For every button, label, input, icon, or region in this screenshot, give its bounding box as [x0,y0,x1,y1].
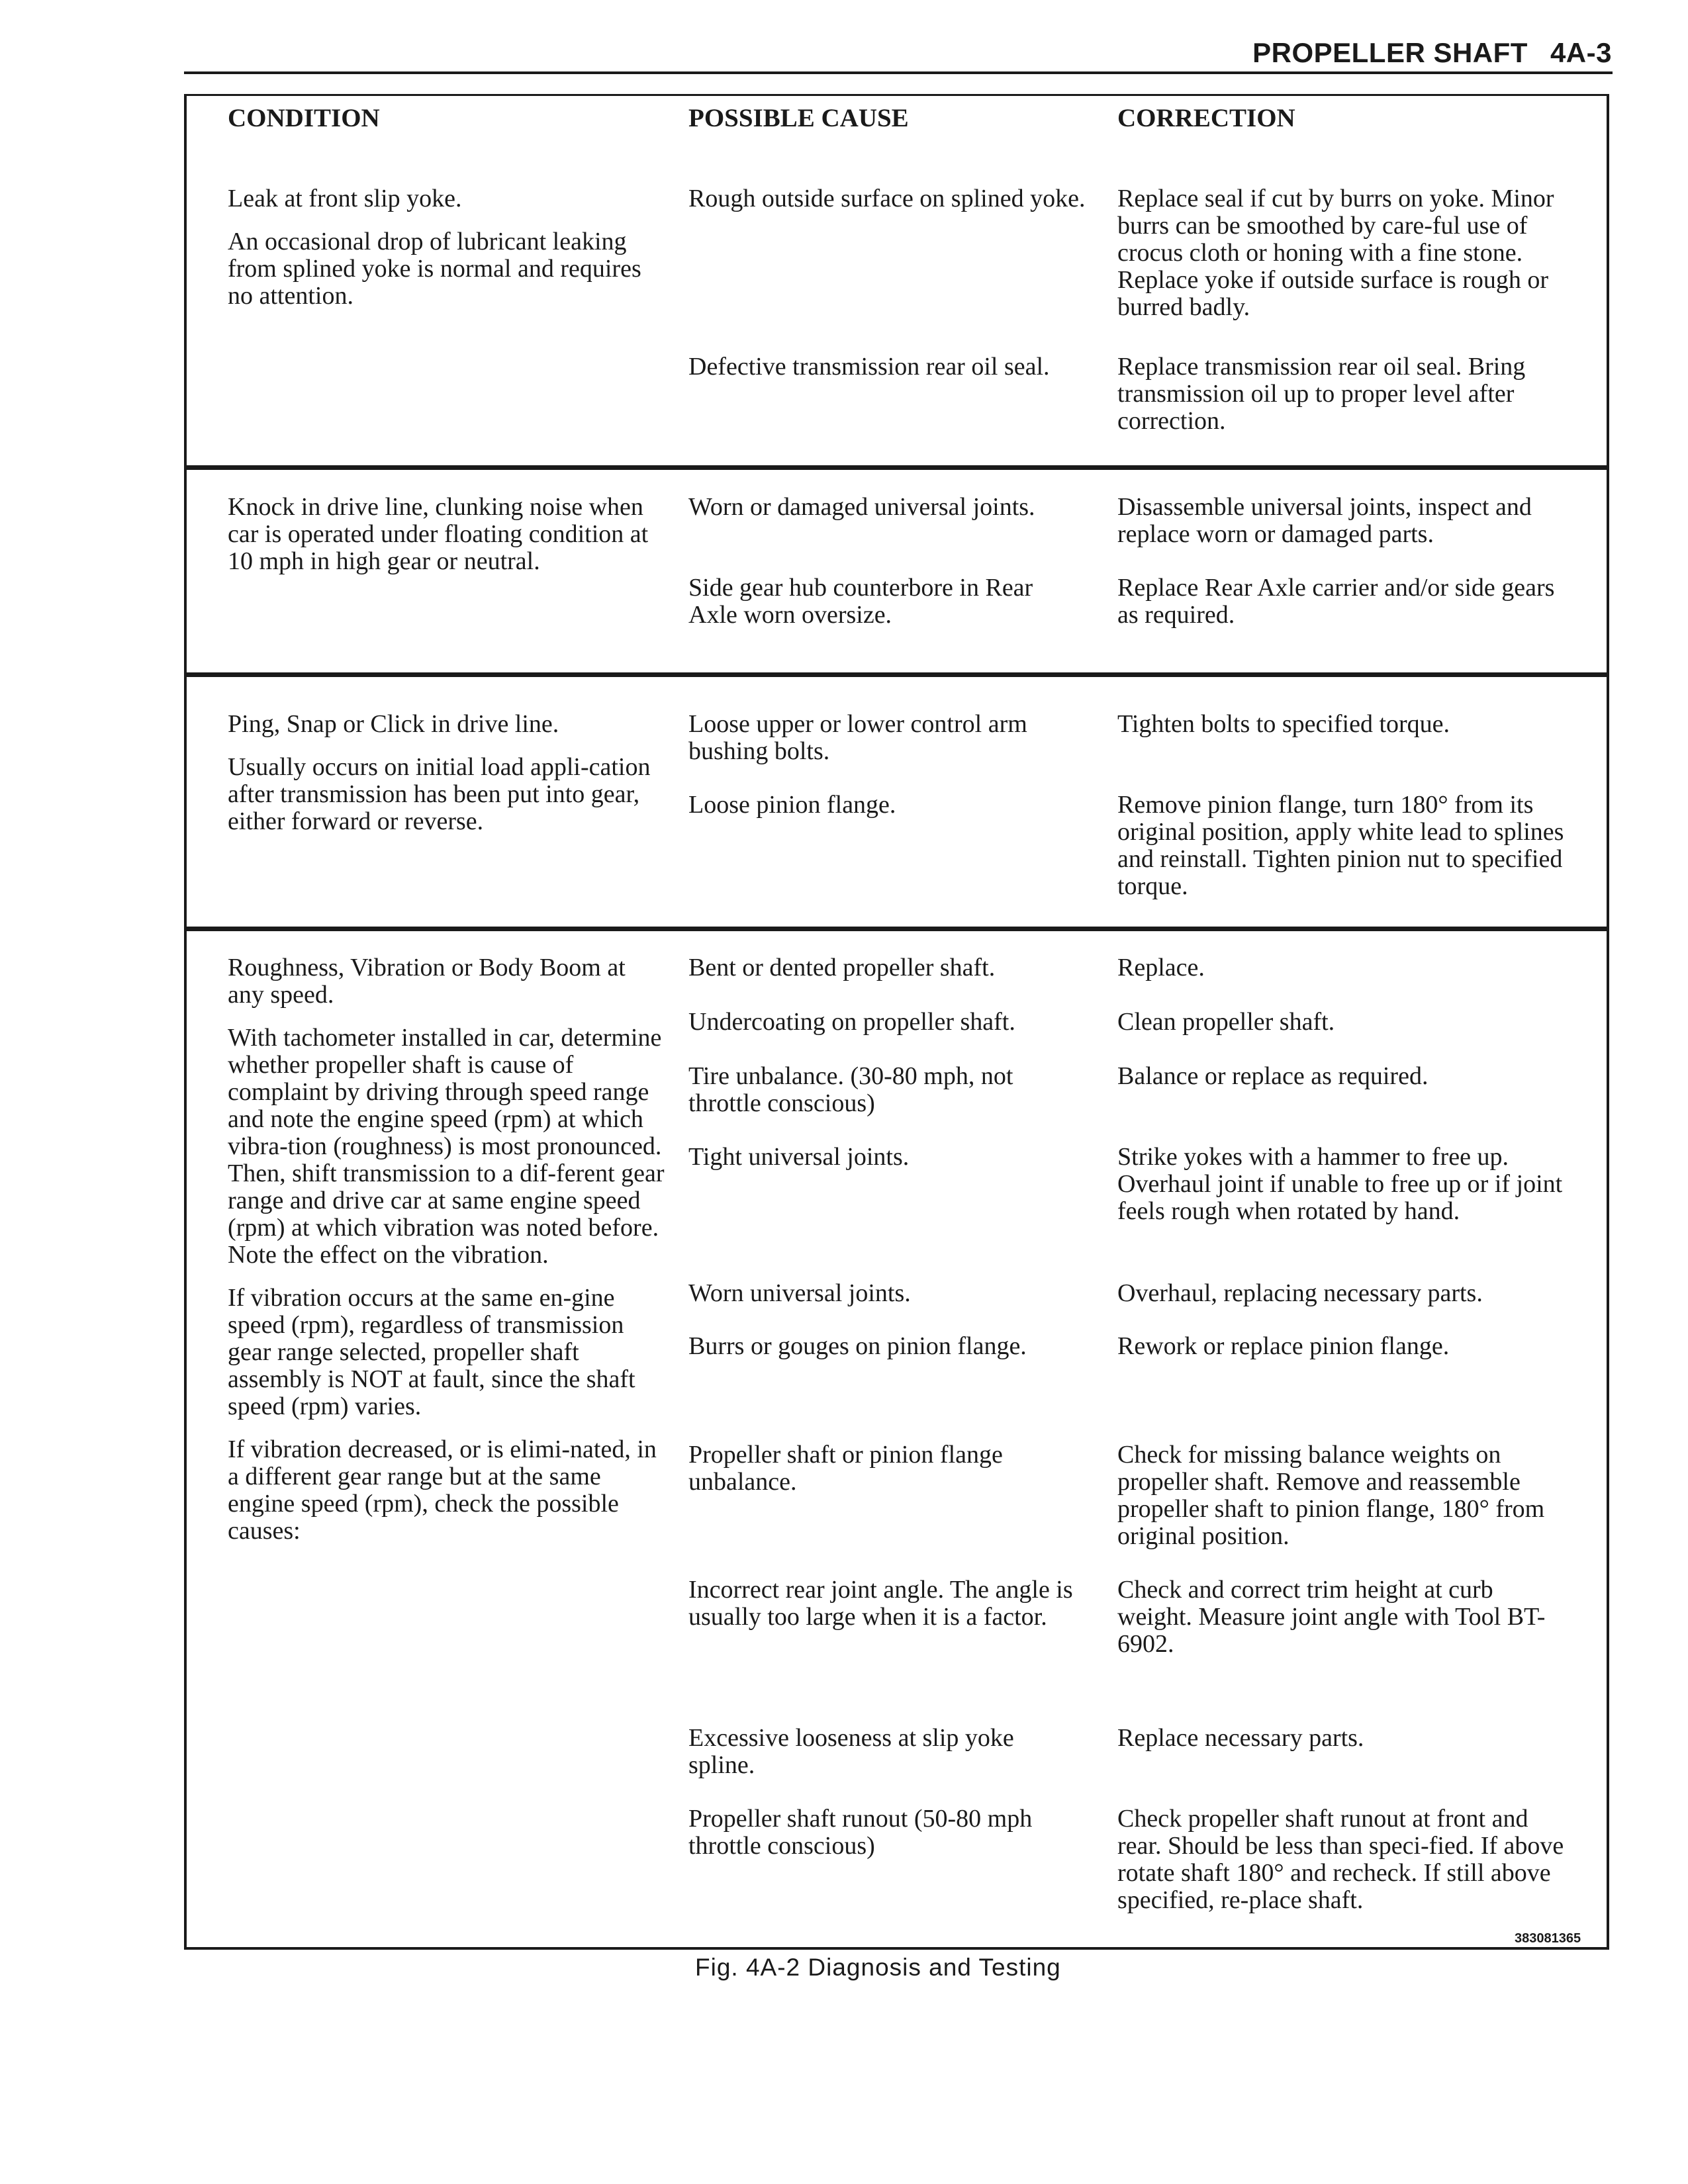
correction-cell: Check and correct trim height at curb weight. Measure joint angle with Tool BT-6902. [1117,1576,1546,1658]
correction-cell: Tighten bolts to specified torque. [1117,710,1450,738]
condition-cell [228,494,665,575]
cause-cell: Side gear hub counterbore in Rear Axle worn oversize. [688,574,1033,629]
condition-cell [228,954,665,1545]
cause-cell: Loose upper or lower control arm bushing bolts. [688,710,1027,765]
cause-cell: Propeller shaft runout (50-80 mph throttle conscious) [688,1805,1033,1860]
condition-text: If vibration decreased, or is elimi-nated, in a different gear range but at the same engine speed (rpm), check the possible causes: [228,1435,657,1545]
cause-cell: Worn universal joints. [688,1279,911,1307]
cause-cell: Rough outside surface on splined yoke. [688,185,1086,212]
correction-cell: Check propeller shaft runout at front and rear. Should be less than speci-fied. If above rotate shaft 180° and recheck. If still above specified, re-place shaft. [1117,1805,1564,1914]
condition-text: Roughness, Vibration or Body Boom at any speed. [228,954,626,1009]
column-header-cause: POSSIBLE CAUSE [688,104,909,132]
cause-cell: Propeller shaft or pinion flange unbalance. [688,1441,1003,1496]
cause-cell: Defective transmission rear oil seal. [688,353,1050,381]
column-header-condition: CONDITION [228,104,380,132]
condition-text: Knock in drive line, clunking noise when car is operated under floating condition at 10 mph in high gear or neutral. [228,493,649,575]
table-top-rule [184,94,1609,96]
cause-cell: Excessive looseness at slip yoke spline. [688,1724,1014,1779]
condition-text: An occasional drop of lubricant leaking from splined yoke is normal and requires no attention. [228,228,641,310]
column-header-correction: CORRECTION [1117,104,1295,132]
cause-cell: Loose pinion flange. [688,791,896,819]
section-title: PROPELLER SHAFT [1252,37,1528,68]
correction-cell: Overhaul, replacing necessary parts. [1117,1279,1483,1307]
cause-cell: Tire unbalance. (30-80 mph, not throttle conscious) [688,1062,1013,1117]
condition-text: Ping, Snap or Click in drive line. [228,710,559,738]
correction-cell: Check for missing balance weights on propeller shaft. Remove and reassemble propeller shaft to pinion flange, 180° from original position. [1117,1441,1545,1550]
section-divider [184,927,1609,931]
section-divider [184,465,1609,470]
section-divider [184,672,1609,677]
correction-cell: Rework or replace pinion flange. [1117,1332,1450,1360]
correction-cell: Replace transmission rear oil seal. Bring transmission oil up to proper level after correction. [1117,353,1526,435]
cause-cell: Undercoating on propeller shaft. [688,1008,1015,1036]
header-rule [184,71,1613,74]
page-header [185,37,1612,69]
condition-text: Usually occurs on initial load appli-cation after transmission has been put into gear, either forward or reverse. [228,753,651,835]
figure-caption: Fig. 4A-2 Diagnosis and Testing [695,1954,1061,1981]
condition-text: If vibration occurs at the same en-gine speed (rpm), regardless of transmission gear range selected, propeller shaft assembly is NOT at fault, since the shaft speed (rpm) varies. [228,1284,635,1420]
correction-cell: Replace necessary parts. [1117,1724,1364,1752]
correction-cell: Balance or replace as required. [1117,1062,1429,1090]
cause-cell: Bent or dented propeller shaft. [688,954,996,981]
condition-text: Leak at front slip yoke. [228,185,462,212]
figure-code: 383081365 [1515,1931,1581,1946]
correction-cell: Clean propeller shaft. [1117,1008,1335,1036]
cause-cell: Tight universal joints. [688,1143,910,1171]
cause-cell: Incorrect rear joint angle. The angle is usually too large when it is a factor. [688,1576,1073,1631]
cause-cell: Burrs or gouges on pinion flange. [688,1332,1027,1360]
condition-cell [228,185,665,310]
condition-text: With tachometer installed in car, determine whether propeller shaft is cause of complaint by driving through speed range and note the engine speed (rpm) at which vibra-tion (roughness) is most pronounced. Then, shift transmission to a dif-ferent gear range and drive car at same engine speed (rpm) at which vibration was noted before. Note the effect on the vibration. [228,1024,665,1269]
correction-cell: Remove pinion flange, turn 180° from its original position, apply white lead to splines and reinstall. Tighten pinion nut to specified torque. [1117,791,1564,900]
correction-cell: Replace seal if cut by burrs on yoke. Minor burrs can be smoothed by care-ful use of crocus cloth or honing with a fine stone. Replace yoke if outside surface is rough or burred badly. [1117,185,1554,321]
correction-cell: Disassemble universal joints, inspect and replace worn or damaged parts. [1117,493,1532,548]
condition-cell [228,711,665,835]
correction-cell: Strike yokes with a hammer to free up. Overhaul joint if unable to free up or if joint feels rough when rotated by hand. [1117,1143,1563,1225]
cause-cell: Worn or damaged universal joints. [688,493,1035,521]
correction-cell: Replace. [1117,954,1205,981]
page-number: 4A-3 [1550,37,1612,68]
correction-cell: Replace Rear Axle carrier and/or side gears as required. [1117,574,1555,629]
